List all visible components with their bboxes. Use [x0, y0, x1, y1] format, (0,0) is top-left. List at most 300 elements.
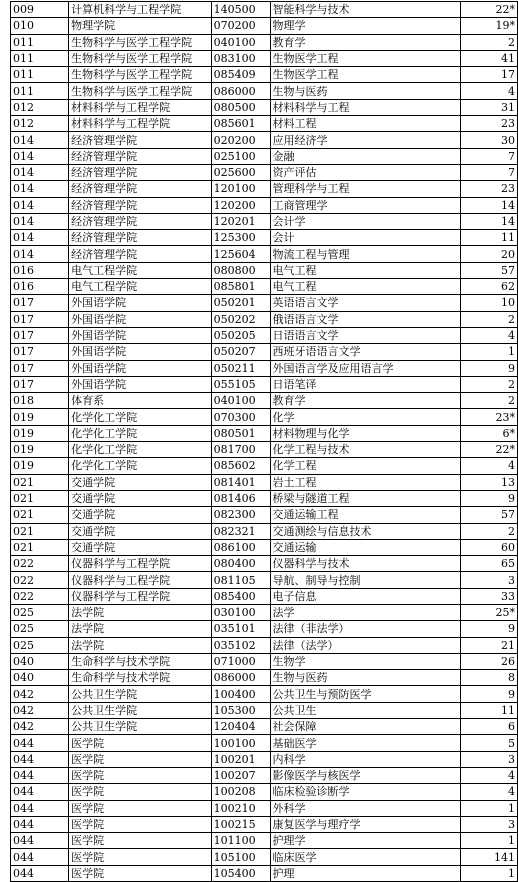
table-row: [11, 311, 518, 327]
table-row: [11, 686, 518, 702]
quota-cell: 4: [460, 784, 517, 800]
major-name-cell: 化学工程: [270, 458, 460, 474]
college-code-cell: 044: [11, 784, 69, 800]
major-code-cell: 085602: [211, 458, 270, 474]
major-code-cell: 081406: [211, 490, 270, 506]
major-name-cell: 公共卫生与预防医学: [270, 686, 460, 702]
major-name-cell: 影像医学与核医学: [270, 767, 460, 783]
college-name-cell: 医学院: [69, 816, 212, 832]
quota-cell: 23: [460, 116, 517, 132]
college-name-cell: 仪器科学与工程学院: [69, 588, 212, 604]
college-code-cell: 019: [11, 409, 69, 425]
college-name-cell: 体育系: [69, 393, 212, 409]
college-name-cell: 公共卫生学院: [69, 702, 212, 718]
table-row: [11, 164, 518, 180]
college-code-cell: 011: [11, 50, 69, 66]
major-code-cell: 083100: [211, 50, 270, 66]
table-row: [11, 99, 518, 115]
college-code-cell: 019: [11, 442, 69, 458]
quota-cell: 1: [460, 344, 517, 360]
college-name-cell: 电气工程学院: [69, 262, 212, 278]
table-row: [11, 409, 518, 425]
major-code-cell: 050201: [211, 295, 270, 311]
college-name-cell: 法学院: [69, 604, 212, 620]
major-name-cell: 工商管理学: [270, 197, 460, 213]
quota-cell: 4: [460, 767, 517, 783]
major-name-cell: 物理学: [270, 18, 460, 34]
major-name-cell: 俄语语言文学: [270, 311, 460, 327]
college-name-cell: 交通学院: [69, 474, 212, 490]
major-name-cell: 生物与医药: [270, 83, 460, 99]
college-code-cell: 010: [11, 18, 69, 34]
table-row: [11, 458, 518, 474]
college-name-cell: 经济管理学院: [69, 230, 212, 246]
quota-cell: 23: [460, 181, 517, 197]
college-code-cell: 017: [11, 376, 69, 392]
major-name-cell: 社会保障: [270, 719, 460, 735]
college-code-cell: 012: [11, 99, 69, 115]
quota-cell: 17: [460, 67, 517, 83]
major-name-cell: 电气工程: [270, 262, 460, 278]
major-code-cell: 070200: [211, 18, 270, 34]
quota-cell: 60: [460, 539, 517, 555]
college-code-cell: 014: [11, 181, 69, 197]
table-row: [11, 751, 518, 767]
college-name-cell: 外国语学院: [69, 376, 212, 392]
college-name-cell: 公共卫生学院: [69, 686, 212, 702]
college-name-cell: 外国语学院: [69, 327, 212, 343]
major-code-cell: 100210: [211, 800, 270, 816]
college-name-cell: 经济管理学院: [69, 197, 212, 213]
major-name-cell: 法学: [270, 604, 460, 620]
major-name-cell: 岩土工程: [270, 474, 460, 490]
college-name-cell: 生物科学与医学工程学院: [69, 67, 212, 83]
quota-cell: 4: [460, 83, 517, 99]
table-row: [11, 83, 518, 99]
college-code-cell: 042: [11, 719, 69, 735]
college-name-cell: 法学院: [69, 621, 212, 637]
major-code-cell: 055105: [211, 376, 270, 392]
major-code-cell: 085400: [211, 588, 270, 604]
major-name-cell: 临床检验诊断学: [270, 784, 460, 800]
quota-cell: 10: [460, 295, 517, 311]
college-name-cell: 医学院: [69, 849, 212, 865]
quota-cell: 1: [460, 865, 517, 881]
table-row: [11, 816, 518, 832]
college-code-cell: 025: [11, 621, 69, 637]
major-code-cell: 101100: [211, 833, 270, 849]
major-code-cell: 040100: [211, 34, 270, 50]
major-name-cell: 日语语言文学: [270, 327, 460, 343]
major-code-cell: 080800: [211, 262, 270, 278]
table-row: [11, 213, 518, 229]
major-name-cell: 护理: [270, 865, 460, 881]
quota-cell: 3: [460, 572, 517, 588]
quota-cell: 7: [460, 148, 517, 164]
major-name-cell: 电气工程: [270, 279, 460, 295]
quota-cell: 22*: [460, 442, 517, 458]
college-code-cell: 022: [11, 572, 69, 588]
table-row: [11, 572, 518, 588]
major-name-cell: 生物医学工程: [270, 50, 460, 66]
college-code-cell: 017: [11, 311, 69, 327]
admissions-table: [10, 1, 518, 882]
quota-cell: 8: [460, 670, 517, 686]
major-code-cell: 100400: [211, 686, 270, 702]
college-name-cell: 交通学院: [69, 490, 212, 506]
college-name-cell: 外国语学院: [69, 311, 212, 327]
major-name-cell: 化学工程与技术: [270, 442, 460, 458]
major-code-cell: 140500: [211, 2, 270, 18]
quota-cell: 65: [460, 556, 517, 572]
college-name-cell: 计算机科学与工程学院: [69, 2, 212, 18]
college-name-cell: 仪器科学与工程学院: [69, 572, 212, 588]
major-name-cell: 物流工程与管理: [270, 246, 460, 262]
college-code-cell: 014: [11, 132, 69, 148]
college-name-cell: 经济管理学院: [69, 213, 212, 229]
major-name-cell: 康复医学与理疗学: [270, 816, 460, 832]
major-code-cell: 050207: [211, 344, 270, 360]
college-code-cell: 016: [11, 262, 69, 278]
college-name-cell: 化学化工学院: [69, 458, 212, 474]
major-name-cell: 公共卫生: [270, 702, 460, 718]
college-code-cell: 021: [11, 507, 69, 523]
table-row: [11, 262, 518, 278]
table-body: [11, 2, 518, 882]
college-code-cell: 017: [11, 295, 69, 311]
college-code-cell: 021: [11, 474, 69, 490]
college-name-cell: 物理学院: [69, 18, 212, 34]
major-name-cell: 材料科学与工程: [270, 99, 460, 115]
quota-cell: 19*: [460, 18, 517, 34]
college-code-cell: 014: [11, 164, 69, 180]
college-name-cell: 化学化工学院: [69, 442, 212, 458]
table-row: [11, 719, 518, 735]
quota-cell: 57: [460, 507, 517, 523]
major-name-cell: 电子信息: [270, 588, 460, 604]
major-code-cell: 120201: [211, 213, 270, 229]
college-code-cell: 011: [11, 34, 69, 50]
table-row: [11, 230, 518, 246]
major-code-cell: 025100: [211, 148, 270, 164]
college-name-cell: 公共卫生学院: [69, 719, 212, 735]
table-row: [11, 425, 518, 441]
table-row: [11, 67, 518, 83]
college-code-cell: 040: [11, 653, 69, 669]
college-code-cell: 022: [11, 556, 69, 572]
table-row: [11, 507, 518, 523]
quota-cell: 2: [460, 523, 517, 539]
college-name-cell: 外国语学院: [69, 295, 212, 311]
college-name-cell: 外国语学院: [69, 344, 212, 360]
quota-cell: 9: [460, 490, 517, 506]
table-row: [11, 442, 518, 458]
table-row: [11, 490, 518, 506]
college-code-cell: 019: [11, 458, 69, 474]
table-row: [11, 393, 518, 409]
major-name-cell: 化学: [270, 409, 460, 425]
college-name-cell: 经济管理学院: [69, 246, 212, 262]
college-name-cell: 电气工程学院: [69, 279, 212, 295]
major-name-cell: 交通测绘与信息技术: [270, 523, 460, 539]
table-row: [11, 34, 518, 50]
major-code-cell: 050202: [211, 311, 270, 327]
table-row: [11, 539, 518, 555]
quota-cell: 7: [460, 164, 517, 180]
major-code-cell: 030100: [211, 604, 270, 620]
quota-cell: 1: [460, 833, 517, 849]
major-name-cell: 西班牙语语言文学: [270, 344, 460, 360]
quota-cell: 1: [460, 800, 517, 816]
table-row: [11, 344, 518, 360]
table-row: [11, 588, 518, 604]
college-code-cell: 021: [11, 523, 69, 539]
table-row: [11, 849, 518, 865]
table-row: [11, 767, 518, 783]
major-code-cell: 081105: [211, 572, 270, 588]
college-code-cell: 044: [11, 816, 69, 832]
major-code-cell: 105100: [211, 849, 270, 865]
major-name-cell: 基础医学: [270, 735, 460, 751]
major-name-cell: 法律（法学）: [270, 637, 460, 653]
table-row: [11, 279, 518, 295]
major-name-cell: 英语语言文学: [270, 295, 460, 311]
college-code-cell: 014: [11, 197, 69, 213]
major-code-cell: 105400: [211, 865, 270, 881]
table-row: [11, 50, 518, 66]
quota-cell: 33: [460, 588, 517, 604]
major-name-cell: 生物学: [270, 653, 460, 669]
major-name-cell: 生物与医药: [270, 670, 460, 686]
major-name-cell: 桥梁与隧道工程: [270, 490, 460, 506]
major-name-cell: 交通运输工程: [270, 507, 460, 523]
quota-cell: 141: [460, 849, 517, 865]
college-code-cell: 014: [11, 230, 69, 246]
table-row: [11, 295, 518, 311]
major-code-cell: 100207: [211, 767, 270, 783]
quota-cell: 21: [460, 637, 517, 653]
college-name-cell: 化学化工学院: [69, 409, 212, 425]
major-code-cell: 085409: [211, 67, 270, 83]
college-name-cell: 经济管理学院: [69, 164, 212, 180]
major-code-cell: 020200: [211, 132, 270, 148]
major-name-cell: 内科学: [270, 751, 460, 767]
quota-cell: 2: [460, 376, 517, 392]
major-code-cell: 085601: [211, 116, 270, 132]
major-code-cell: 035101: [211, 621, 270, 637]
quota-cell: 57: [460, 262, 517, 278]
major-name-cell: 资产评估: [270, 164, 460, 180]
college-code-cell: 019: [11, 425, 69, 441]
college-name-cell: 医学院: [69, 865, 212, 881]
table-row: [11, 132, 518, 148]
table-row: [11, 523, 518, 539]
quota-cell: 6*: [460, 425, 517, 441]
major-code-cell: 071000: [211, 653, 270, 669]
quota-cell: 20: [460, 246, 517, 262]
table-row: [11, 556, 518, 572]
quota-cell: 23*: [460, 409, 517, 425]
table-row: [11, 474, 518, 490]
college-code-cell: 042: [11, 686, 69, 702]
major-code-cell: 100201: [211, 751, 270, 767]
college-name-cell: 经济管理学院: [69, 181, 212, 197]
table-row: [11, 376, 518, 392]
major-name-cell: 材料物理与化学: [270, 425, 460, 441]
college-code-cell: 044: [11, 833, 69, 849]
college-name-cell: 医学院: [69, 784, 212, 800]
college-code-cell: 012: [11, 116, 69, 132]
major-name-cell: 临床医学: [270, 849, 460, 865]
major-name-cell: 会计: [270, 230, 460, 246]
major-code-cell: 086000: [211, 670, 270, 686]
quota-cell: 26: [460, 653, 517, 669]
college-code-cell: 044: [11, 800, 69, 816]
major-code-cell: 080400: [211, 556, 270, 572]
college-name-cell: 医学院: [69, 833, 212, 849]
quota-cell: 11: [460, 702, 517, 718]
table-row: [11, 116, 518, 132]
quota-cell: 11: [460, 230, 517, 246]
college-name-cell: 法学院: [69, 637, 212, 653]
college-name-cell: 生物科学与医学工程学院: [69, 50, 212, 66]
quota-cell: 9: [460, 686, 517, 702]
major-code-cell: 085801: [211, 279, 270, 295]
major-name-cell: 生物医学工程: [270, 67, 460, 83]
major-code-cell: 025600: [211, 164, 270, 180]
major-code-cell: 120100: [211, 181, 270, 197]
table-row: [11, 604, 518, 620]
table-row: [11, 621, 518, 637]
table-row: [11, 197, 518, 213]
major-name-cell: 日语笔译: [270, 376, 460, 392]
college-code-cell: 025: [11, 604, 69, 620]
college-code-cell: 011: [11, 67, 69, 83]
college-name-cell: 交通学院: [69, 523, 212, 539]
college-code-cell: 014: [11, 213, 69, 229]
major-name-cell: 智能科学与技术: [270, 2, 460, 18]
college-code-cell: 044: [11, 865, 69, 881]
college-name-cell: 生命科学与技术学院: [69, 670, 212, 686]
college-name-cell: 生物科学与医学工程学院: [69, 83, 212, 99]
college-name-cell: 经济管理学院: [69, 148, 212, 164]
table-row: [11, 833, 518, 849]
major-code-cell: 081401: [211, 474, 270, 490]
quota-cell: 6: [460, 719, 517, 735]
quota-cell: 13: [460, 474, 517, 490]
major-code-cell: 082321: [211, 523, 270, 539]
college-code-cell: 044: [11, 849, 69, 865]
college-name-cell: 经济管理学院: [69, 132, 212, 148]
college-code-cell: 017: [11, 360, 69, 376]
major-name-cell: 管理科学与工程: [270, 181, 460, 197]
college-name-cell: 医学院: [69, 751, 212, 767]
college-name-cell: 生物科学与医学工程学院: [69, 34, 212, 50]
quota-cell: 9: [460, 360, 517, 376]
college-code-cell: 011: [11, 83, 69, 99]
major-code-cell: 100208: [211, 784, 270, 800]
quota-cell: 4: [460, 458, 517, 474]
college-code-cell: 022: [11, 588, 69, 604]
quota-cell: 31: [460, 99, 517, 115]
quota-cell: 25*: [460, 604, 517, 620]
college-code-cell: 044: [11, 735, 69, 751]
major-code-cell: 070300: [211, 409, 270, 425]
major-name-cell: 法律（非法学）: [270, 621, 460, 637]
college-name-cell: 医学院: [69, 767, 212, 783]
college-code-cell: 014: [11, 148, 69, 164]
college-name-cell: 交通学院: [69, 539, 212, 555]
major-code-cell: 125604: [211, 246, 270, 262]
college-name-cell: 材料科学与工程学院: [69, 99, 212, 115]
college-code-cell: 040: [11, 670, 69, 686]
quota-cell: 2: [460, 311, 517, 327]
quota-cell: 3: [460, 751, 517, 767]
quota-cell: 4: [460, 327, 517, 343]
table-row: [11, 148, 518, 164]
quota-cell: 14: [460, 197, 517, 213]
college-code-cell: 025: [11, 637, 69, 653]
college-name-cell: 医学院: [69, 735, 212, 751]
table-row: [11, 181, 518, 197]
major-code-cell: 105300: [211, 702, 270, 718]
major-code-cell: 100215: [211, 816, 270, 832]
major-name-cell: 导航、制导与控制: [270, 572, 460, 588]
college-name-cell: 材料科学与工程学院: [69, 116, 212, 132]
college-code-cell: 016: [11, 279, 69, 295]
table-row: [11, 18, 518, 34]
college-code-cell: 021: [11, 490, 69, 506]
quota-cell: 5: [460, 735, 517, 751]
major-code-cell: 040100: [211, 393, 270, 409]
table-row: [11, 2, 518, 18]
table-row: [11, 327, 518, 343]
major-name-cell: 外国语言学及应用语言学: [270, 360, 460, 376]
college-name-cell: 生命科学与技术学院: [69, 653, 212, 669]
college-code-cell: 017: [11, 327, 69, 343]
college-code-cell: 018: [11, 393, 69, 409]
major-code-cell: 120404: [211, 719, 270, 735]
major-name-cell: 外科学: [270, 800, 460, 816]
major-name-cell: 材料工程: [270, 116, 460, 132]
quota-cell: 2: [460, 34, 517, 50]
college-code-cell: 017: [11, 344, 69, 360]
table-row: [11, 865, 518, 881]
college-code-cell: 044: [11, 751, 69, 767]
major-code-cell: 035102: [211, 637, 270, 653]
major-code-cell: 120200: [211, 197, 270, 213]
college-code-cell: 009: [11, 2, 69, 18]
quota-cell: 9: [460, 621, 517, 637]
major-code-cell: 081700: [211, 442, 270, 458]
major-code-cell: 080501: [211, 425, 270, 441]
major-name-cell: 会计学: [270, 213, 460, 229]
major-name-cell: 金融: [270, 148, 460, 164]
college-code-cell: 021: [11, 539, 69, 555]
table-row: [11, 800, 518, 816]
major-code-cell: 100100: [211, 735, 270, 751]
major-code-cell: 050205: [211, 327, 270, 343]
quota-cell: 14: [460, 213, 517, 229]
major-code-cell: 080500: [211, 99, 270, 115]
major-code-cell: 050211: [211, 360, 270, 376]
table-row: [11, 735, 518, 751]
major-code-cell: 082300: [211, 507, 270, 523]
major-name-cell: 教育学: [270, 393, 460, 409]
major-code-cell: 125300: [211, 230, 270, 246]
college-name-cell: 化学化工学院: [69, 425, 212, 441]
college-code-cell: 014: [11, 246, 69, 262]
